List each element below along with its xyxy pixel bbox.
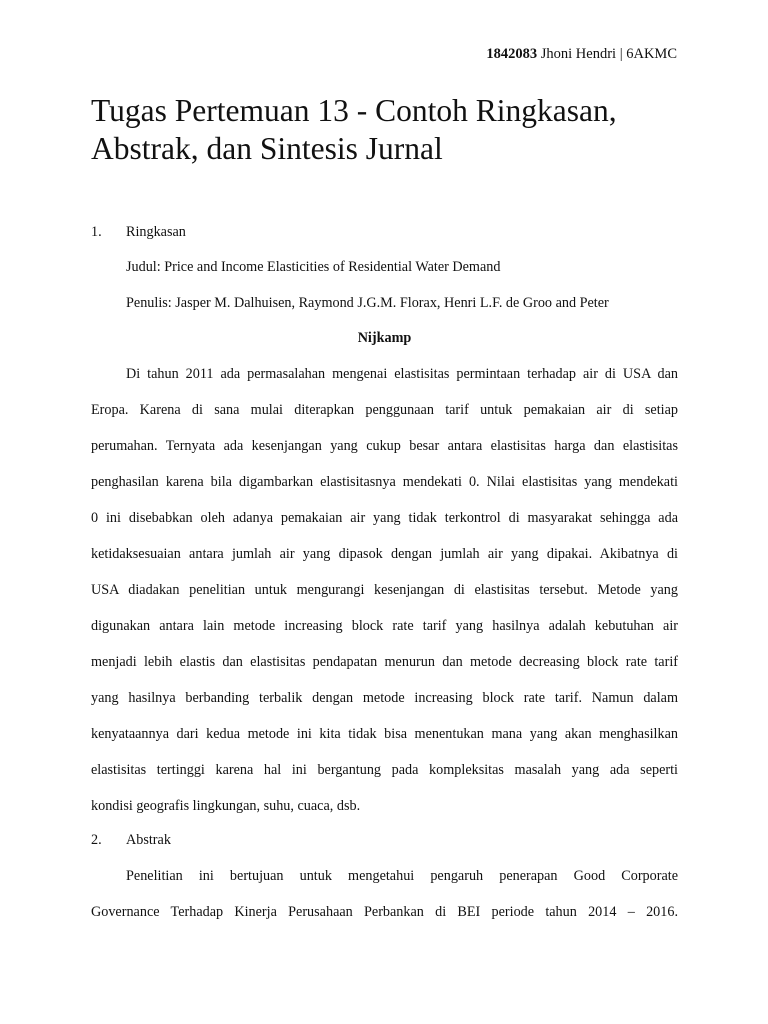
student-id: 1842083 [486,46,538,62]
title-line-1: Tugas Pertemuan 13 - Contoh Ringkasan, [91,93,617,128]
paragraph-line: Eropa. Karena di sana mulai diterapkan penggunaan tarif untuk pemakaian air di setiap [91,402,678,418]
section-1-judul: Judul: Price and Income Elasticities of Residential Water Demand [126,259,501,275]
paragraph-line: kenyataannya dari kedua metode ini kita tidak bisa menentukan mana yang akan menghasilkan [91,726,678,742]
section-1-heading: Ringkasan [126,224,186,240]
paragraph-line: Di tahun 2011 ada permasalahan mengenai elastisitas permintaan terhadap air di USA dan [126,366,678,382]
paragraph-line: menjadi lebih elastis dan elastisitas pendapatan menurun dan metode decreasing block rate tarif [91,654,678,670]
section-2-number: 2. [91,832,102,848]
student-info: Jhoni Hendri | 6AKMC [540,46,677,62]
paragraph-line: elastisitas tertinggi karena hal ini bergantung pada kompleksitas masalah yang ada seperti [91,762,678,778]
paragraph-line: perumahan. Ternyata ada kesenjangan yang cukup besar antara elastisitas harga dan elastisitas [91,438,678,454]
section-1-penulis: Penulis: Jasper M. Dalhuisen, Raymond J.G.M. Florax, Henri L.F. de Groo and Peter [126,295,609,311]
title-line-2: Abstrak, dan Sintesis Jurnal [91,131,443,166]
paragraph-line: kondisi geografis lingkungan, suhu, cuaca, dsb. [91,798,361,814]
section-1-penulis-cont: Nijkamp [357,330,412,346]
paragraph-line: 0 ini disebabkan oleh adanya pemakaian air yang tidak terkontrol di masyarakat sehingga ada [91,510,678,526]
page-header [486,46,677,63]
paragraph-line: yang hasilnya berbanding terbalik dengan metode increasing block rate tarif. Namun dalam [91,690,678,706]
paragraph-line: USA diadakan penelitian untuk mengurangi kesenjangan di elastisitas tersebut. Metode yang [91,582,678,598]
paragraph-line: Governance Terhadap Kinerja Perusahaan Perbankan di BEI periode tahun 2014 – 2016. [91,904,678,920]
paragraph-line: ketidaksesuaian antara jumlah air yang dipasok dengan jumlah air yang dipakai. Akibatnya di [91,546,678,562]
page-title [91,92,691,168]
paragraph-line: digunakan antara lain metode increasing block rate tarif yang hasilnya adalah kebutuhan air [91,618,678,634]
paragraph-line: penghasilan karena bila digambarkan elastisitasnya mendekati 0. Nilai elastisitas yang mendekati [91,474,678,490]
section-1-number: 1. [91,224,102,240]
section-2-heading: Abstrak [126,832,171,848]
paragraph-line: Penelitian ini bertujuan untuk mengetahui pengaruh penerapan Good Corporate [126,868,678,884]
